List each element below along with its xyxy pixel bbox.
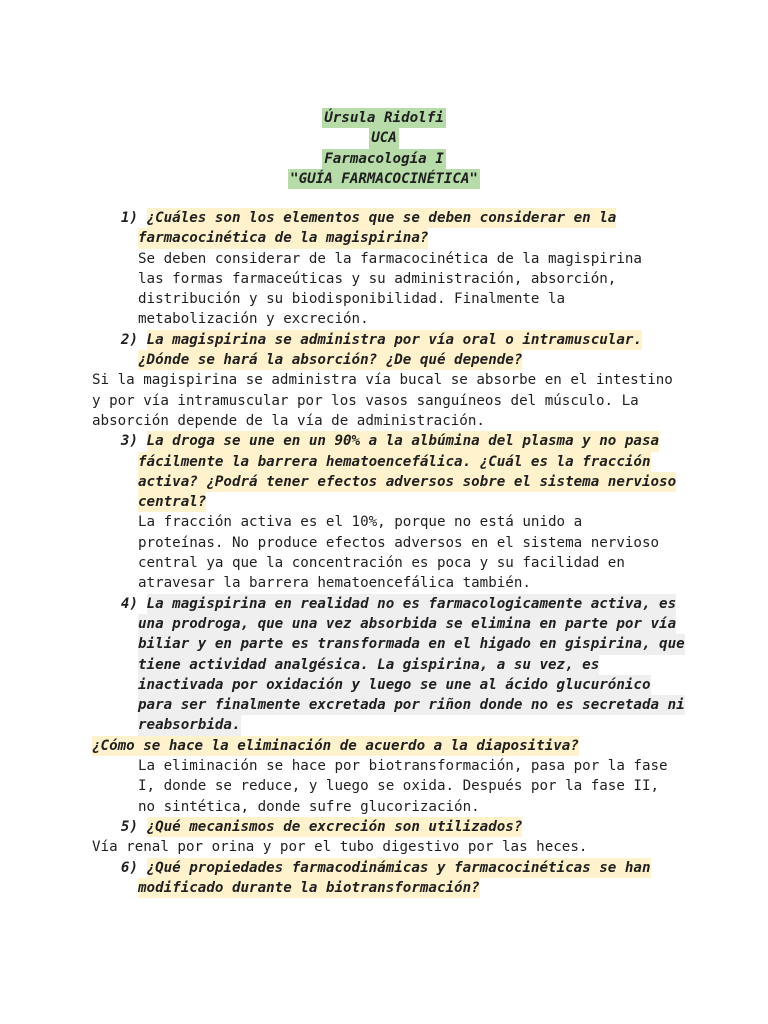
question-line: inactivada por oxidación y luego se une al ácido glucurónico bbox=[138, 675, 651, 695]
item-number: 1) bbox=[120, 210, 138, 226]
question-line: La magispirina se administra por vía oral o intramuscular. bbox=[147, 330, 642, 350]
question-line: activa? ¿Podrá tener efectos adversos sobre el sistema nervioso bbox=[138, 472, 676, 492]
item-number: 5) bbox=[120, 818, 138, 835]
item-number: 3) bbox=[120, 433, 138, 450]
question-line: La magispirina en realidad no es farmacologicamente activa, es bbox=[147, 594, 677, 614]
institution: UCA bbox=[369, 128, 399, 148]
question-line: una prodroga, que una vez absorbida se elimina en parte por vía bbox=[138, 614, 676, 634]
question-list bbox=[92, 208, 685, 898]
document-header bbox=[0, 108, 768, 189]
list-item-4 bbox=[92, 594, 685, 817]
author-name: Úrsula Ridolfi bbox=[322, 108, 446, 128]
answer-line: distribución y su biodisponibilidad. Finalmente la bbox=[138, 291, 566, 308]
guide-title: "GUÍA FARMACOCINÉTICA" bbox=[288, 169, 480, 189]
question-line: fácilmente la barrera hematoencefálica. ¿Cuál es la fracción bbox=[138, 452, 651, 472]
question-line: ¿Qué mecanismos de excreción son utilizados? bbox=[147, 817, 523, 837]
course-name: Farmacología I bbox=[322, 149, 446, 169]
question-line: farmacocinética de la magispirina? bbox=[138, 228, 428, 248]
item-number: 6) bbox=[120, 859, 138, 876]
list-item-5 bbox=[92, 817, 682, 858]
question-line: ¿Dónde se hará la absorción? ¿De qué depende? bbox=[138, 350, 522, 370]
list-item-6 bbox=[92, 858, 682, 899]
list-item-1 bbox=[92, 208, 682, 330]
answer-line: atravesar la barrera hematoencefálica también. bbox=[138, 575, 531, 592]
question-line: modificado durante la biotransformación? bbox=[138, 878, 480, 898]
answer-line: Vía renal por orina y por el tubo digestivo por las heces. bbox=[92, 839, 588, 856]
list-item-2 bbox=[92, 330, 682, 431]
question-line: La droga se une en un 90% a la albúmina del plasma y no pasa bbox=[147, 431, 660, 451]
question-line: central? bbox=[138, 492, 206, 512]
item-number: 4) bbox=[120, 595, 138, 612]
question-line: tiene actividad analgésica. La gispirina, a su vez, es bbox=[138, 655, 599, 675]
question-line: biliar y en parte es transformada en el higado en gispirina, que bbox=[138, 634, 685, 654]
answer-line: Si la magispirina se administra vía bucal se absorbe en el intestino bbox=[92, 372, 673, 389]
answer-line: absorción depende de la vía de administración. bbox=[92, 412, 485, 429]
answer-line: I, donde se reduce, y luego se oxida. Después por la fase II, bbox=[138, 778, 660, 795]
question-line: ¿Qué propiedades farmacodinámicas y farmacocinéticas se han bbox=[147, 858, 651, 878]
answer-line: metabolización y excreción. bbox=[138, 311, 369, 328]
question-line: reabsorbida. bbox=[138, 715, 241, 735]
list-item-3 bbox=[92, 431, 682, 593]
question-line: para ser finalmente excretada por riñon donde no es secretada ni bbox=[138, 695, 685, 715]
answer-line: proteínas. No produce efectos adversos en el sistema nervioso bbox=[138, 534, 660, 551]
answer-line: y por vía intramuscular por los vasos sanguíneos del músculo. La bbox=[92, 392, 639, 409]
answer-line: Se deben considerar de la farmacocinética de la magispirina bbox=[138, 250, 642, 267]
follow-up-question: ¿Cómo se hace la eliminación de acuerdo a la diapositiva? bbox=[92, 736, 579, 756]
answer-line: las formas farmaceúticas y su administración, absorción, bbox=[138, 270, 617, 287]
item-number: 2) bbox=[120, 331, 138, 348]
answer-line: La eliminación se hace por biotransformación, pasa por la fase bbox=[138, 758, 668, 775]
answer-line: La fracción activa es el 10%, porque no está unido a bbox=[138, 514, 583, 531]
answer-line: central ya que la concentración es poca y su facilidad en bbox=[138, 555, 625, 572]
answer-line: no sintética, donde sufre glucorización. bbox=[138, 798, 480, 815]
question-line: ¿Cuáles son los elementos que se deben considerar en la bbox=[147, 208, 617, 228]
